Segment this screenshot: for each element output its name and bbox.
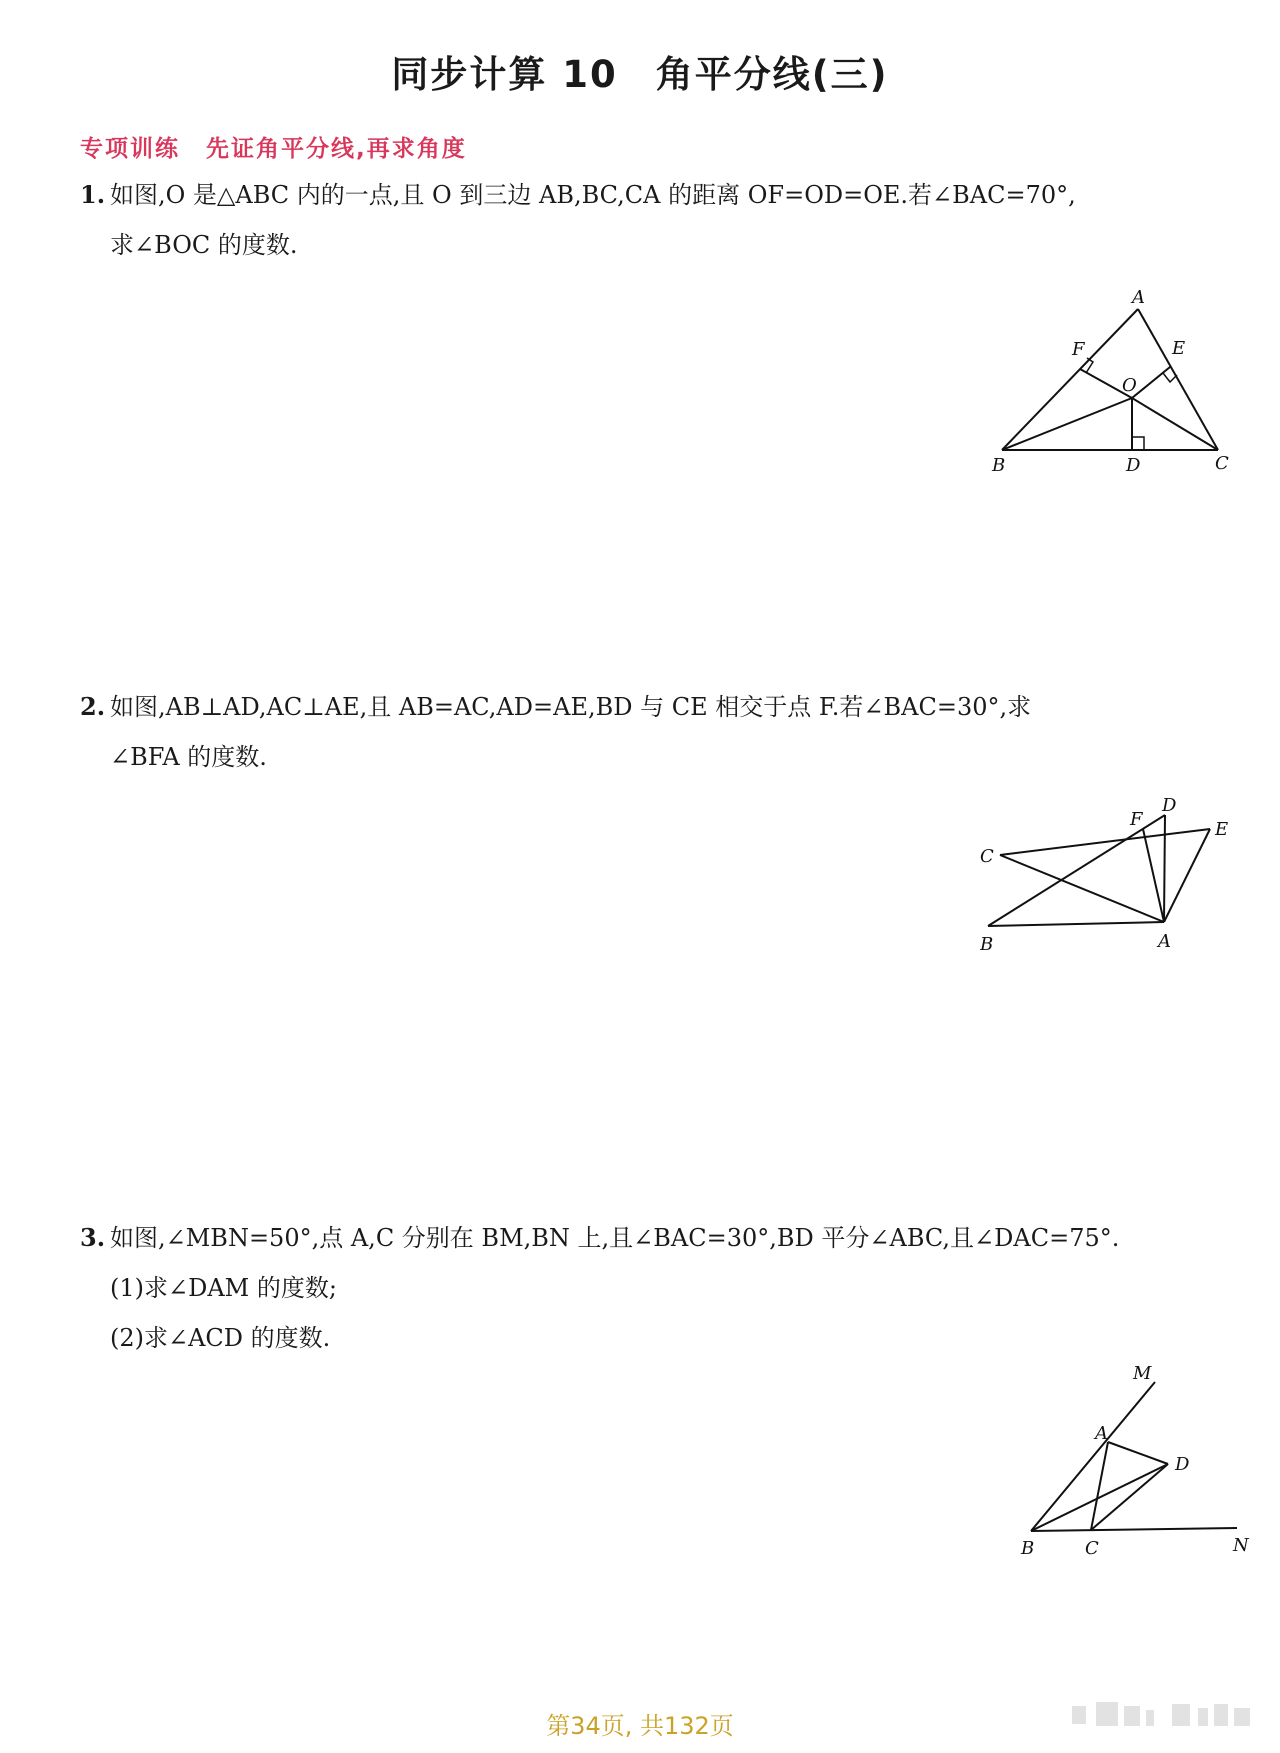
fig2-label-d: D <box>1162 795 1177 816</box>
fig2-segment-ca <box>1000 855 1164 922</box>
fig2-segment-ba <box>988 922 1164 926</box>
figure-2 <box>980 795 1240 969</box>
fig2-label-e: E <box>1215 819 1229 840</box>
problem-1-line2: 求∠BOC 的度数. <box>110 231 298 259</box>
fig1-label-b: B <box>992 455 1006 476</box>
figure-3 <box>1005 1360 1255 1574</box>
fig1-right-angle-f <box>1086 358 1093 373</box>
fig2-label-f: F <box>1130 809 1143 830</box>
problem-3-line2: (1)求∠DAM 的度数; <box>110 1274 337 1302</box>
fig3-label-b: B <box>1021 1538 1035 1559</box>
fig1-right-angle-d <box>1132 437 1144 450</box>
fig1-label-d: D <box>1126 455 1141 476</box>
fig2-segment-fa <box>1143 829 1164 922</box>
watermark-bar-7 <box>1214 1704 1228 1726</box>
problem-2-line1 <box>80 682 1230 732</box>
section-label1: 专项训练 <box>80 136 180 162</box>
watermark-bar-8 <box>1234 1708 1250 1726</box>
problem-2-text1: 如图,AB⊥AD,AC⊥AE,且 AB=AC,AD=AE,BD 与 CE 相交于点 F.若∠BAC=30°,求 <box>110 693 1032 721</box>
figure-1 <box>990 285 1240 489</box>
problem-3-line3: (2)求∠ACD 的度数. <box>110 1324 331 1352</box>
fig2-label-c: C <box>980 846 994 867</box>
watermark-bar-3 <box>1124 1706 1140 1726</box>
watermark-bar-5 <box>1172 1704 1190 1726</box>
section-heading <box>80 130 467 163</box>
fig3-label-c: C <box>1085 1538 1099 1559</box>
figure-3-svg <box>1005 1360 1255 1570</box>
problem-1 <box>80 170 1230 270</box>
fig2-segment-bd <box>988 815 1165 926</box>
watermark-bar-1 <box>1072 1706 1086 1724</box>
problem-1-number: 1. <box>80 180 106 209</box>
watermark-bar-6 <box>1198 1708 1208 1726</box>
fig1-segment-ac <box>1138 309 1218 450</box>
problem-1-text1: 如图,O 是△ABC 内的一点,且 O 到三边 AB,BC,CA 的距离 OF=OD=OE.若∠BAC=70°, <box>110 181 1076 209</box>
watermark-bars <box>1072 1700 1257 1734</box>
fig1-segment-bo <box>1002 398 1132 450</box>
watermark-bars-svg <box>1072 1700 1257 1730</box>
problem-2-number: 2. <box>80 692 106 721</box>
fig3-ray-bn <box>1031 1528 1237 1531</box>
fig2-label-b: B <box>980 934 994 955</box>
title-part1: 同步计算 10 <box>391 53 618 96</box>
problem-3 <box>80 1213 1230 1363</box>
fig1-label-f: F <box>1072 339 1085 360</box>
fig1-label-e: E <box>1172 338 1186 359</box>
fig3-ray-bm <box>1031 1382 1155 1531</box>
fig1-segment-co <box>1132 398 1218 450</box>
fig3-label-m: M <box>1133 1363 1152 1384</box>
fig1-segment-ab <box>1002 309 1138 450</box>
fig2-label-a: A <box>1158 931 1171 952</box>
fig2-segment-ea <box>1164 829 1210 922</box>
fig1-label-o: O <box>1122 375 1137 396</box>
figure-1-svg <box>990 285 1240 485</box>
page-title <box>0 44 1280 98</box>
section-label2: 先证角平分线,再求角度 <box>206 136 467 162</box>
problem-1-line1 <box>80 170 1230 220</box>
fig3-segment-ad <box>1108 1442 1168 1464</box>
problem-2 <box>80 682 1230 782</box>
fig1-label-c: C <box>1215 453 1229 474</box>
fig3-segment-bd <box>1031 1464 1168 1531</box>
fig3-label-d: D <box>1175 1454 1190 1475</box>
fig2-segment-da <box>1164 815 1165 922</box>
page-footer: 第34页, 共132页 <box>546 1712 734 1740</box>
problem-3-text1: 如图,∠MBN=50°,点 A,C 分别在 BM,BN 上,且∠BAC=30°,BD 平分∠ABC,且∠DAC=75°. <box>110 1224 1120 1252</box>
watermark-bar-2 <box>1096 1702 1118 1726</box>
watermark-bar-4 <box>1146 1710 1154 1726</box>
fig3-label-n: N <box>1233 1535 1249 1556</box>
fig1-label-a: A <box>1132 287 1145 308</box>
figure-2-svg <box>980 795 1240 965</box>
title-part2: 角平分线(三) <box>655 53 889 96</box>
fig2-segment-ce <box>1000 829 1210 855</box>
fig1-segment-oe <box>1132 367 1170 398</box>
problem-2-line2: ∠BFA 的度数. <box>110 743 267 771</box>
problem-3-number: 3. <box>80 1223 106 1252</box>
fig3-label-a: A <box>1095 1423 1108 1444</box>
problem-3-line1 <box>80 1213 1230 1263</box>
